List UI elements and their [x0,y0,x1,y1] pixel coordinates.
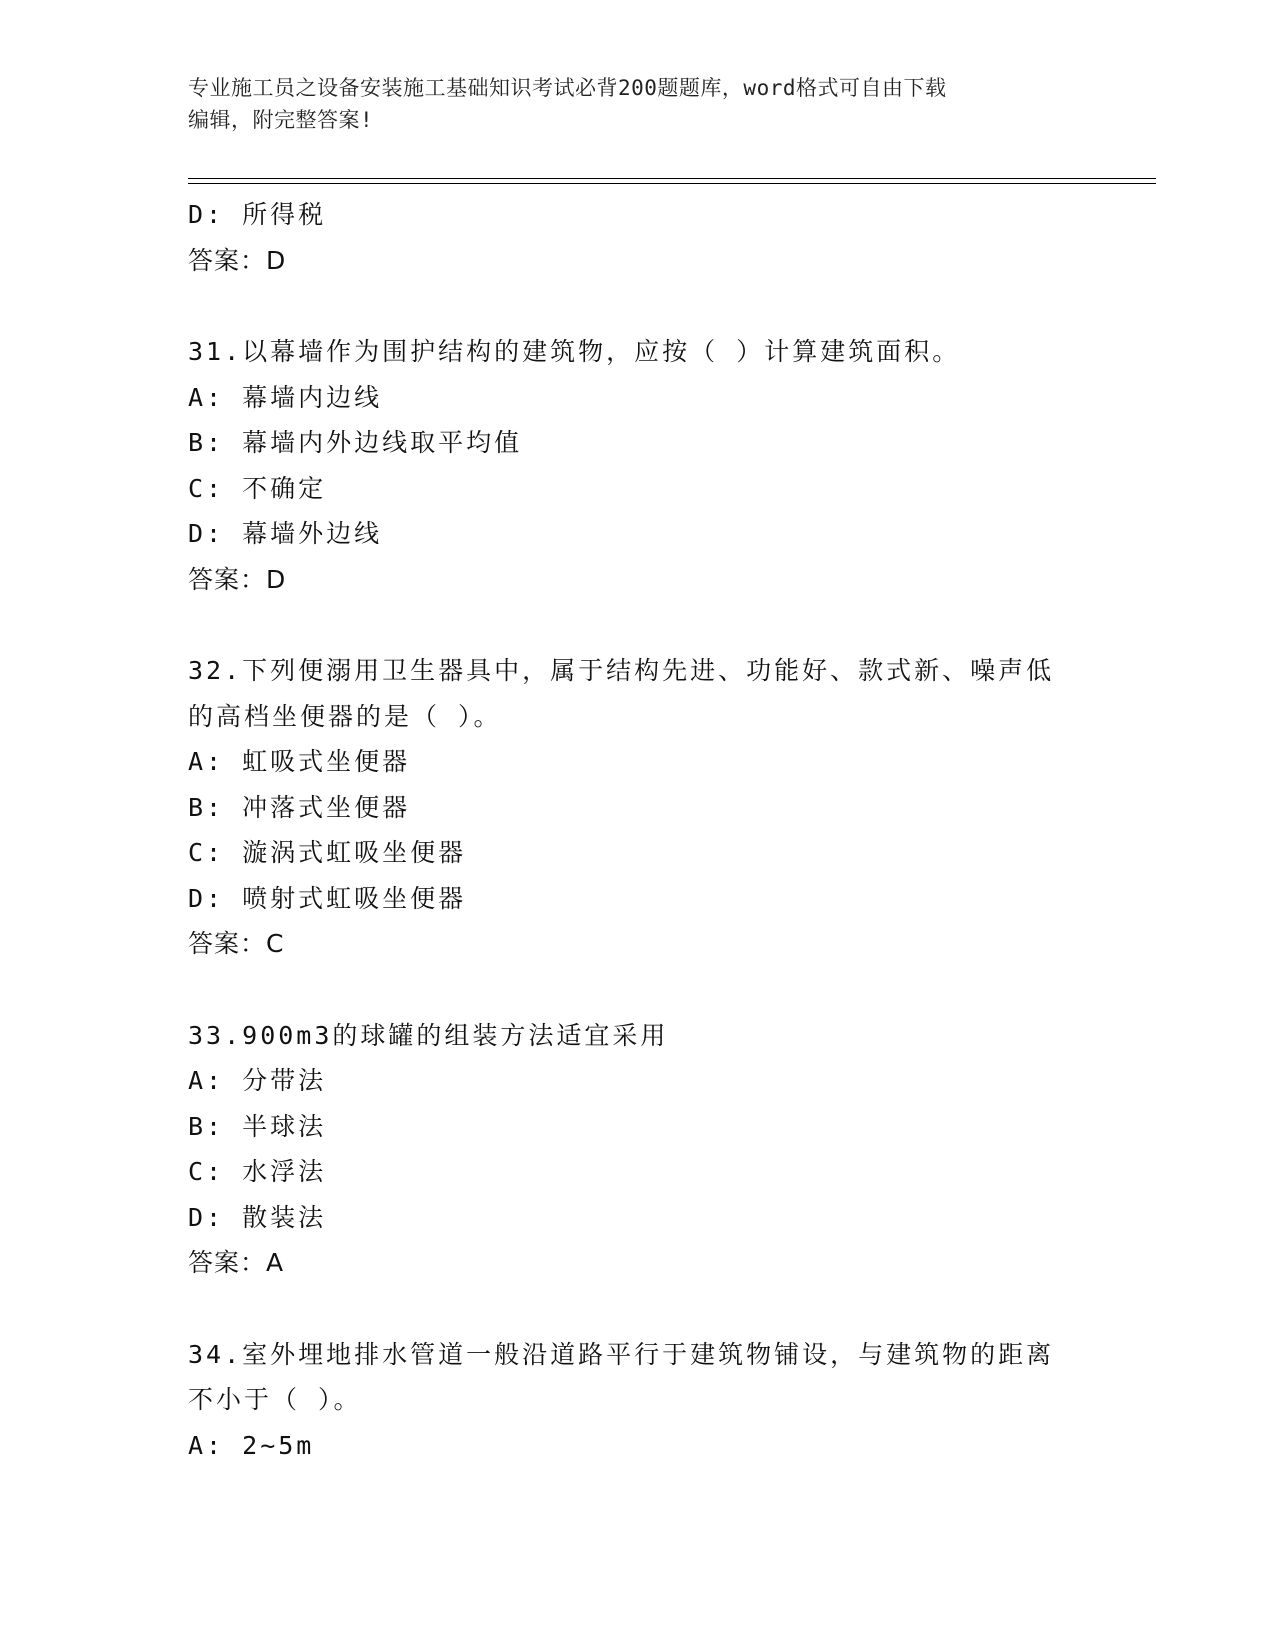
question-stem-line-1: 32.下列便溺用卫生器具中，属于结构先进、功能好、款式新、噪声低 [188,656,1055,685]
option-d: D: 幕墙外边线 [188,519,383,548]
question-33 [188,1013,1068,1286]
question-31 [188,329,1068,602]
question-stem-line-2: 不小于（ ）。 [188,1385,362,1414]
header-line-2: 编辑，附完整答案! [188,108,374,132]
answer: 答案：D [188,564,287,594]
spacer [188,967,1068,1013]
document-header [188,72,1068,136]
option-b: B: 半球法 [188,1111,327,1141]
answer: 答案：C [188,929,285,958]
question-stem-line-2: 的高档坐便器的是（ ）。 [188,701,502,731]
answer: 答案：D [188,245,287,275]
option-c: C: 漩涡式虹吸坐便器 [188,838,467,867]
header-line-1: 专业施工员之设备安装施工基础知识考试必背200题题库，word格式可自由下载 [188,76,947,100]
option-a: A: 2~5m [188,1430,315,1460]
option-c: C: 不确定 [188,473,327,503]
option-d: D: 喷射式虹吸坐便器 [188,883,467,913]
question-34 [188,1332,1068,1469]
question-stem: 31.以幕墙作为围护结构的建筑物，应按（ ）计算建筑面积。 [188,337,961,366]
header-rule [188,178,1156,184]
question-32 [188,648,1068,967]
option-a: A: 分带法 [188,1066,327,1095]
option-d: D: 散装法 [188,1202,327,1232]
question-stem-line-1: 34.室外埋地排水管道一般沿道路平行于建筑物铺设，与建筑物的距离 [188,1339,1055,1369]
option-a: A: 幕墙内边线 [188,382,383,412]
spacer [188,283,1068,329]
answer: 答案：A [188,1248,285,1277]
option-b: B: 幕墙内外边线取平均值 [188,428,523,457]
document-body [188,192,1068,1468]
spacer [188,1286,1068,1332]
option-a: A: 虹吸式坐便器 [188,747,411,776]
spacer [188,602,1068,648]
option-d: D: 所得税 [188,200,327,229]
option-c: C: 水浮法 [188,1157,327,1186]
question-stem: 33.900m3的球罐的组装方法适宜采用 [188,1020,669,1050]
option-b: B: 冲落式坐便器 [188,792,411,822]
